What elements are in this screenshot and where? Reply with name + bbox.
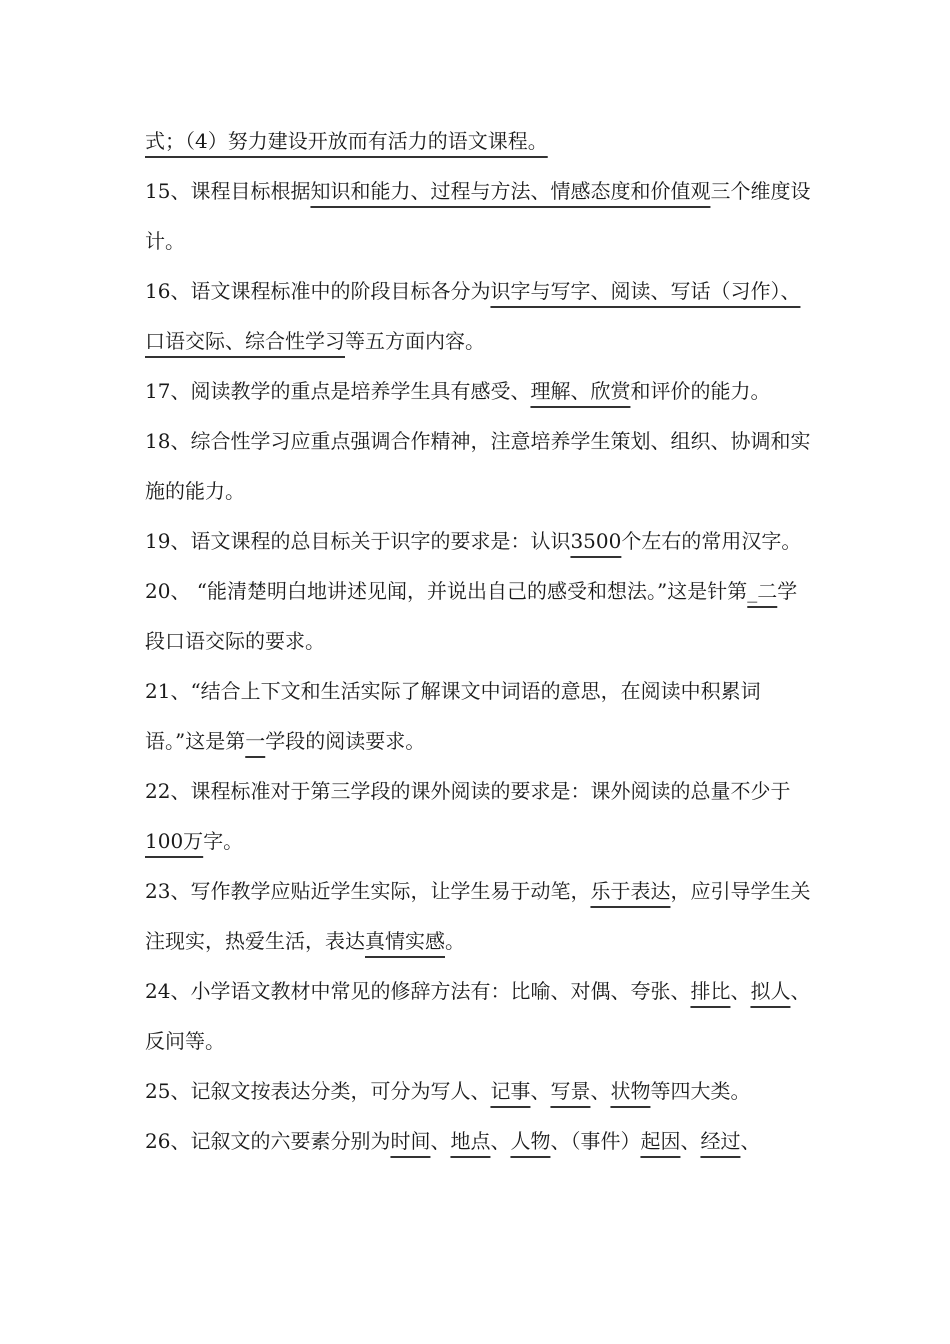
answer-blank: 知识和能力、过程与方法、情感态度和价值观 xyxy=(310,179,711,203)
answer-blank: 拟人 xyxy=(750,979,791,1003)
question-text: 、 xyxy=(590,1079,611,1103)
question-text: 、 xyxy=(740,1129,761,1153)
question-text: 三个维度设计。 xyxy=(145,179,811,253)
answer-blank: 3500 xyxy=(570,529,622,553)
question-item xyxy=(145,416,813,516)
answer-blank: 乐于表达 xyxy=(590,879,671,903)
question-text: 、 xyxy=(680,1129,701,1153)
answer-blank: 一 xyxy=(245,729,266,753)
question-text: 24、小学语文教材中常见的修辞方法有：比喻、对偶、夸张、 xyxy=(145,979,691,1003)
question-text: 19、语文课程的总目标关于识字的要求是：认识 xyxy=(145,529,571,553)
answer-blank: 式；（4）努力建设开放而有活力的语文课程。 xyxy=(145,129,548,153)
question-text: 学段口语交际的要求。 xyxy=(145,579,798,653)
answer-blank: _二 xyxy=(747,579,778,603)
question-text: 、 xyxy=(430,1129,451,1153)
question-text: 22、课程标准对于第三学段的课外阅读的要求是：课外阅读的总量不少于 xyxy=(145,779,791,803)
question-text: 、 xyxy=(530,1079,551,1103)
question-text: 等四大类。 xyxy=(650,1079,751,1103)
question-text: 等五方面内容。 xyxy=(345,329,485,353)
question-item xyxy=(145,516,813,566)
question-text: 和评价的能力。 xyxy=(630,379,771,403)
answer-blank: 理解、欣赏 xyxy=(530,379,631,403)
answer-blank: 起因 xyxy=(640,1129,681,1153)
question-text: 15、课程目标根据 xyxy=(145,179,311,203)
question-text: 个左右的常用汉字。 xyxy=(621,529,802,553)
question-text: 23、写作教学应贴近学生实际，让学生易于动笔， xyxy=(145,879,591,903)
question-text: 学段的阅读要求。 xyxy=(265,729,426,753)
question-text: 、 xyxy=(730,979,751,1003)
question-item xyxy=(145,666,813,766)
question-item xyxy=(145,166,813,266)
question-text: 。 xyxy=(445,929,465,953)
question-text: 、（事件） xyxy=(550,1129,641,1153)
question-text: 20、 “能清楚明白地讲述见闻，并说出自己的感受和想法。”这是针第 xyxy=(145,579,748,603)
question-item xyxy=(145,966,813,1066)
question-text: 字。 xyxy=(203,829,244,853)
document-body xyxy=(145,116,813,1166)
question-text: 26、记叙文的六要素分别为 xyxy=(145,1129,391,1153)
question-item xyxy=(145,1116,813,1166)
question-text: 17、阅读教学的重点是培养学生具有感受、 xyxy=(145,379,531,403)
question-item xyxy=(145,566,813,666)
answer-blank: 真情实感 xyxy=(365,929,445,953)
question-text: 、 xyxy=(490,1129,511,1153)
question-item xyxy=(145,1066,813,1116)
answer-blank: 地点 xyxy=(450,1129,491,1153)
answer-blank: 人物 xyxy=(510,1129,551,1153)
question-text: ，应引导学生关注现实，热爱生活，表达 xyxy=(145,879,811,953)
question-text: 25、记叙文按表达分类，可分为写人、 xyxy=(145,1079,491,1103)
answer-blank: 状物 xyxy=(610,1079,651,1103)
question-item xyxy=(145,766,813,866)
question-text: 21、“结合上下文和生活实际了解课文中词语的意思，在阅读中积累词语。”这是第 xyxy=(145,679,761,753)
question-item xyxy=(145,366,813,416)
question-item xyxy=(145,866,813,966)
answer-blank: 100万 xyxy=(145,829,204,853)
question-text: 、反问等。 xyxy=(145,979,811,1053)
answer-blank: 记事 xyxy=(490,1079,531,1103)
question-text: 18、综合性学习应重点强调合作精神，注意培养学生策划、组织、协调和实施的能力。 xyxy=(145,429,811,503)
answer-blank: 识字与写字、阅读、写话（习作）、口语交际、综合性学习 xyxy=(145,279,801,353)
answer-blank: 排比 xyxy=(690,979,731,1003)
question-item xyxy=(145,266,813,366)
question-item xyxy=(145,116,813,166)
question-text: 16、语文课程标准中的阶段目标各分为 xyxy=(145,279,491,303)
answer-blank: 时间 xyxy=(390,1129,431,1153)
answer-blank: 写景 xyxy=(550,1079,591,1103)
answer-blank: 经过 xyxy=(700,1129,741,1153)
